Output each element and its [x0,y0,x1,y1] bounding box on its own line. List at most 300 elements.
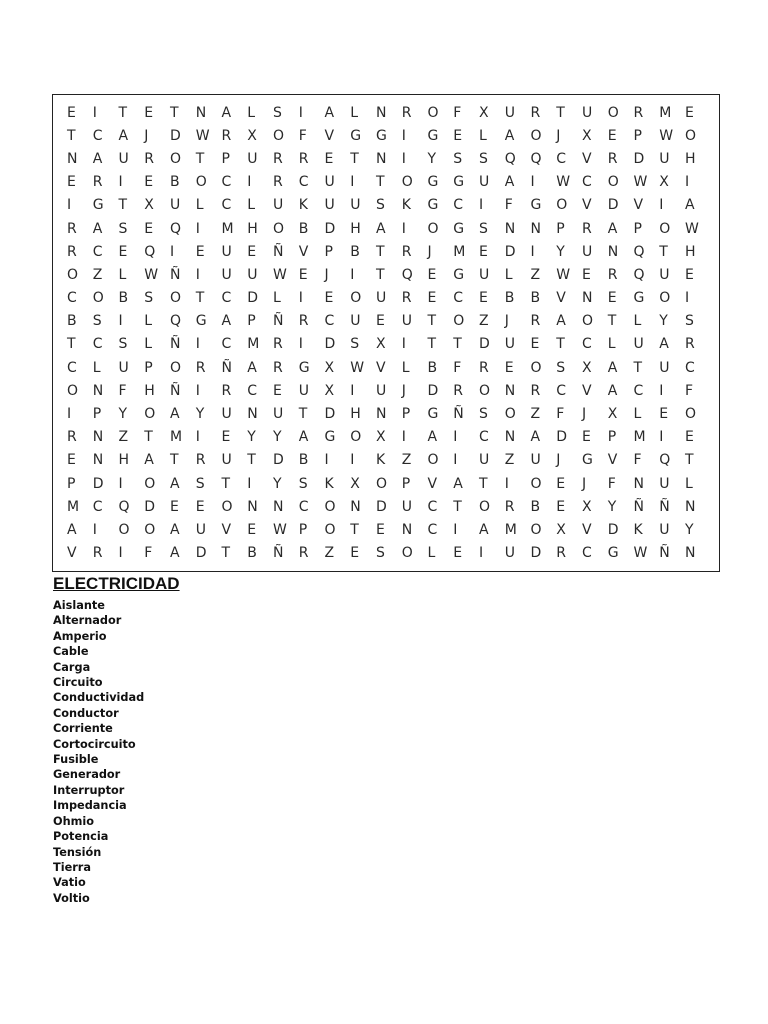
grid-letter: X [324,382,335,399]
grid-letter: C [453,197,464,214]
grid-letter: I [118,313,123,330]
grid-letter: J [324,266,329,283]
grid-letter: C [582,336,592,353]
grid-letter: R [453,382,463,399]
grid-letter: T [427,336,437,353]
grid-letter: Z [530,266,541,283]
grid-letter: H [144,382,155,399]
grid-letter: U [324,174,335,191]
grid-letter: G [633,290,645,307]
grid-letter: Y [273,429,282,446]
grid-letter: F [144,545,153,562]
grid-letter: I [350,382,355,399]
grid-letter: R [298,150,309,167]
grid-letter: N [273,498,284,515]
grid-letter: E [67,452,76,469]
grid-letter: L [685,475,693,492]
grid-letter: K [324,475,334,492]
grid-letter: Y [556,243,565,260]
grid-letter: P [67,475,76,492]
grid-letter: E [453,545,463,562]
grid-letter: S [453,150,463,167]
grid-letter: U [659,521,670,538]
grid-letter: D [530,545,542,562]
grid-letter: T [67,336,76,353]
grid-letter: I [659,429,664,446]
grid-letter: Ñ [170,266,181,283]
grid-letter: O [479,498,491,515]
grid-letter: C [92,127,103,144]
grid-letter: N [504,382,516,399]
grid-letter: I [298,336,303,353]
grid-letter: S [556,359,566,376]
grid-letter: N [685,498,696,515]
grid-letter: J [401,382,406,399]
grid-letter: Ñ [273,545,284,562]
grid-letter: T [67,127,76,144]
grid-letter: R [92,545,103,562]
grid-letter: T [376,174,385,191]
grid-letter: L [144,313,153,330]
grid-letter: L [607,336,616,353]
grid-letter: U [582,243,593,260]
grid-letter: C [427,498,438,515]
grid-letter: Y [273,475,282,492]
grid-letter: G [453,174,465,191]
grid-letter: O [685,127,697,144]
grid-letter: N [376,104,387,121]
grid-letter: I [453,521,458,538]
grid-letter: T [685,452,694,469]
grid-letter: I [298,290,303,307]
grid-letter: B [530,498,541,515]
grid-letter: S [479,406,488,423]
grid-letter: D [170,127,181,144]
grid-letter: U [221,452,232,469]
grid-letter: H [118,452,130,469]
grid-letter: O [195,174,207,191]
grid-letter: X [376,429,386,446]
grid-letter: Z [530,406,541,423]
grid-letter: G [582,452,593,469]
grid-letter: C [221,197,232,214]
grid-letter: W [556,266,571,283]
grid-letter: W [633,174,648,191]
grid-letter: L [247,197,256,214]
word-list-item: Corriente [53,722,113,736]
grid-letter: D [504,243,516,260]
grid-letter: I [530,174,535,191]
grid-letter: U [298,382,309,399]
grid-letter: E [144,104,154,121]
word-list-item: Vatio [53,876,86,890]
grid-letter: F [453,104,462,121]
grid-letter: Ñ [170,336,181,353]
grid-letter: I [195,266,200,283]
grid-letter: C [556,382,567,399]
grid-letter: G [453,266,465,283]
grid-letter: I [504,475,509,492]
grid-letter: Z [92,266,103,283]
grid-letter: L [350,104,359,121]
grid-letter: T [556,336,565,353]
grid-letter: A [247,359,257,376]
grid-letter: E [324,290,334,307]
grid-letter: V [427,475,438,492]
grid-letter: G [350,127,362,144]
word-list-item: Conductividad [53,691,145,705]
grid-letter: Ñ [221,359,232,376]
grid-letter: E [195,243,205,260]
grid-letter: A [170,475,180,492]
word-list-item: Cortocircuito [53,737,136,751]
grid-letter: S [92,313,102,330]
grid-letter: V [556,290,566,307]
grid-letter: T [556,104,565,121]
grid-letter: E [659,406,669,423]
grid-letter: A [376,220,386,237]
grid-letter: V [582,197,592,214]
grid-letter: O [607,104,619,121]
grid-letter: Ñ [273,313,284,330]
grid-letter: P [607,429,617,446]
grid-letter: A [298,429,309,446]
grid-letter: C [92,498,103,515]
grid-letter: N [633,475,644,492]
grid-letter: P [247,313,256,330]
grid-letter: Q [504,150,516,167]
grid-letter: L [427,545,436,562]
grid-letter: I [401,429,406,446]
grid-letter: E [324,150,334,167]
grid-letter: F [607,475,616,492]
grid-letter: G [427,174,439,191]
grid-letter: I [170,243,175,260]
grid-letter: Q [170,220,182,237]
word-list [53,598,144,906]
grid-letter: V [633,197,644,214]
grid-letter: P [144,359,153,376]
grid-letter: Ñ [273,243,284,260]
grid-letter: E [685,104,694,121]
grid-letter: J [556,127,561,144]
grid-letter: L [504,266,513,283]
grid-letter: Q [659,452,671,469]
grid-letter: U [633,336,644,353]
grid-letter: U [504,545,515,562]
grid-letter: H [685,243,696,260]
grid-letter: I [324,452,329,469]
grid-letter: K [298,197,308,214]
grid-letter: I [685,290,690,307]
grid-letter: R [273,336,283,353]
grid-letter: G [195,313,207,330]
grid-letter: M [247,336,260,353]
grid-letter: U [479,452,490,469]
grid-letter: C [479,429,489,446]
grid-letter: A [170,521,180,538]
grid-letter: U [582,104,593,121]
grid-letter: T [298,406,308,423]
word-list-item: Impedancia [53,799,127,813]
grid-letter: D [479,336,490,353]
word-list-item: Tensión [53,845,102,859]
grid-letter: P [221,150,230,167]
grid-letter: G [376,127,387,144]
grid-letter: Ñ [659,498,670,515]
grid-letter: R [144,150,154,167]
grid-letter: R [221,382,232,399]
grid-letter: A [221,313,232,330]
grid-letter: L [118,266,127,283]
grid-letter: N [504,220,516,237]
grid-letter: D [92,475,104,492]
word-list-item: Potencia [53,830,109,844]
grid-letter: V [221,521,232,538]
grid-letter: R [607,150,618,167]
grid-letter: E [247,243,257,260]
grid-letter: D [273,452,284,469]
grid-letter: O [144,406,156,423]
grid-letter: W [633,545,648,562]
grid-letter: D [427,382,439,399]
grid-letter: R [67,243,77,260]
grid-letter: M [453,243,466,260]
grid-letter: R [530,382,541,399]
grid-letter: C [92,243,103,260]
grid-letter: N [685,545,696,562]
grid-letter: U [530,452,541,469]
grid-letter: U [659,266,670,283]
grid-letter: J [144,127,149,144]
grid-letter: R [273,359,283,376]
grid-letter: R [298,313,309,330]
grid-letter: E [607,127,617,144]
grid-letter: E [118,243,128,260]
grid-letter: P [633,127,642,144]
word-list-title: ELECTRICIDAD [53,574,180,593]
grid-letter: A [479,521,489,538]
grid-letter: N [247,406,258,423]
grid-letter: O [170,150,182,167]
grid-letter: L [479,127,487,144]
grid-letter: F [118,382,127,399]
grid-letter: T [453,336,462,353]
grid-letter: I [659,382,664,399]
grid-letter: I [67,406,72,423]
grid-letter: I [453,452,458,469]
grid-letter: E [273,382,282,399]
grid-letter: Q [170,313,182,330]
grid-letter: X [350,475,360,492]
grid-letter: D [607,521,619,538]
grid-letter: A [607,220,618,237]
grid-letter: R [530,104,541,121]
grid-letter: I [401,127,406,144]
grid-letter: Q [144,243,156,260]
word-list-item: Carga [53,660,91,674]
grid-letter: R [195,452,206,469]
grid-letter: U [504,336,515,353]
grid-letter: A [170,545,180,562]
grid-letter: S [273,104,282,121]
grid-letter: H [350,220,361,237]
grid-letter: I [401,150,406,167]
grid-letter: S [144,290,154,307]
grid-letter: I [401,220,406,237]
grid-letter: O [453,313,465,330]
grid-letter: X [582,127,592,144]
grid-letter: T [221,475,231,492]
grid-letter: E [479,290,488,307]
grid-letter: T [376,266,385,283]
grid-letter: Y [195,406,205,423]
grid-letter: V [67,545,77,562]
grid-letter: A [504,174,515,191]
grid-letter: A [453,475,463,492]
grid-letter: T [195,290,205,307]
grid-letter: F [556,406,565,423]
grid-letter: G [453,220,465,237]
grid-letter: U [273,197,284,214]
grid-letter: P [633,220,642,237]
word-list-item: Conductor [53,706,119,720]
grid-letter: C [92,336,103,353]
grid-letter: U [273,406,284,423]
grid-letter: B [504,290,515,307]
grid-letter: M [633,429,646,446]
grid-letter: C [221,174,232,191]
grid-letter: A [118,127,129,144]
grid-letter: X [479,104,489,121]
grid-letter: N [92,429,104,446]
grid-letter: T [247,452,256,469]
grid-letter: E [685,429,694,446]
grid-letter: D [247,290,259,307]
grid-letter: I [350,452,355,469]
grid-letter: D [195,545,207,562]
grid-letter: E [427,290,437,307]
grid-letter: D [607,197,619,214]
grid-letter: A [607,359,618,376]
grid-letter: E [350,545,360,562]
grid-letter: I [401,336,406,353]
grid-letter: R [67,220,77,237]
grid-letter: O [556,197,568,214]
grid-letter: X [659,174,669,191]
grid-letter: M [504,521,517,538]
grid-letter: R [401,290,412,307]
grid-letter: U [376,382,387,399]
grid-letter: M [170,429,183,446]
grid-letter: A [659,336,669,353]
grid-letter: C [298,174,309,191]
grid-letter: U [118,359,129,376]
grid-letter: W [144,266,159,283]
grid-letter: I [530,243,535,260]
word-search-grid [52,94,720,572]
grid-letter: W [273,266,287,283]
grid-letter: U [350,197,361,214]
grid-letter: C [67,359,77,376]
grid-letter: J [582,475,587,492]
grid-letter: N [247,498,258,515]
grid-letter: T [659,243,668,260]
grid-letter: O [144,475,156,492]
grid-letter: B [67,313,77,330]
grid-letter: Y [685,521,694,538]
grid-letter: Z [401,452,412,469]
grid-letter: N [607,243,619,260]
grid-letter: R [298,545,309,562]
grid-letter: U [221,243,232,260]
word-list-item: Generador [53,768,121,782]
grid-letter: X [376,336,386,353]
grid-letter: R [479,359,489,376]
grid-letter: M [221,220,234,237]
grid-letter: Q [633,243,645,260]
grid-letter: O [659,220,671,237]
grid-letter: K [633,521,643,538]
grid-letter: Z [504,452,515,469]
grid-letter: V [324,127,335,144]
grid-letter: T [453,498,462,515]
grid-letter: I [195,382,200,399]
grid-letter: H [247,220,258,237]
grid-letter: N [582,290,593,307]
grid-letter: T [607,313,617,330]
grid-letter: X [144,197,154,214]
grid-letter: J [427,243,432,260]
grid-letter: U [195,521,206,538]
grid-letter: O [273,127,285,144]
grid-letter: O [685,406,697,423]
grid-letter: I [659,197,664,214]
grid-letter: R [504,498,515,515]
grid-letter: N [401,521,413,538]
grid-letter: I [453,429,458,446]
word-list-item: Circuito [53,676,103,690]
grid-letter: U [504,104,515,121]
grid-letter: E [556,498,566,515]
grid-letter: R [582,220,592,237]
grid-letter: G [530,197,542,214]
grid-letter: I [67,197,72,214]
grid-letter: D [324,220,336,237]
grid-letter: R [195,359,206,376]
grid-letter: U [401,313,412,330]
word-list-item: Amperio [53,629,107,643]
grid-letter: M [67,498,80,515]
grid-letter: N [376,150,387,167]
grid-letter: L [195,197,204,214]
grid-letter: C [582,545,592,562]
grid-letter: E [195,498,205,515]
grid-letter: L [633,406,642,423]
grid-letter: O [170,359,182,376]
grid-letter: C [298,498,309,515]
grid-letter: P [401,406,411,423]
grid-letter: O [273,220,285,237]
grid-letter: E [247,521,257,538]
grid-letter: A [170,406,180,423]
grid-letter: V [607,452,618,469]
grid-letter: G [607,545,619,562]
grid-letter: T [221,545,231,562]
grid-letter: L [273,290,281,307]
grid-letter: N [376,406,387,423]
grid-letter: S [376,545,385,562]
